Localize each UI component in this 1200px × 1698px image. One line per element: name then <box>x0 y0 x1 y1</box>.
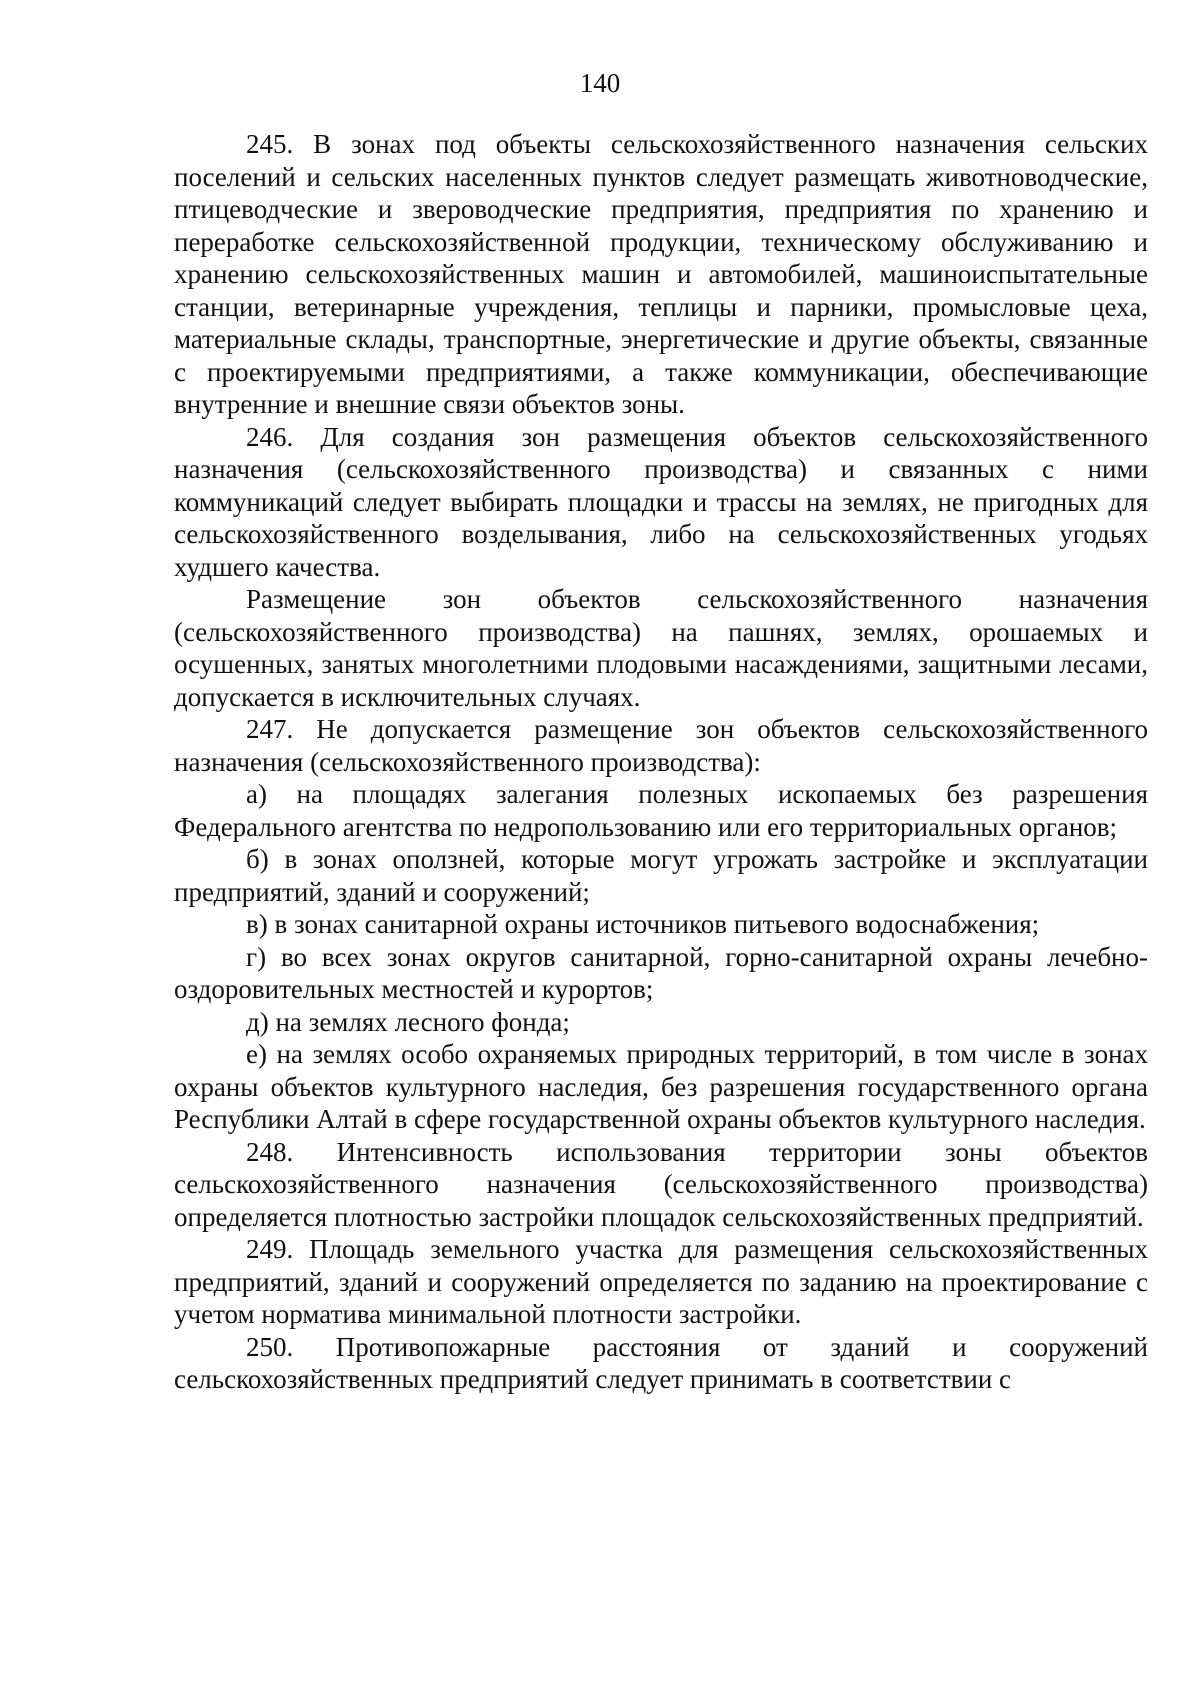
paragraph-245: 245. В зонах под объекты сельскохозяйственного назначения сельских поселений и сельских населенных пунктов следует размещать животноводческие, птицеводческие и звероводческие предприятия, предприятия по хранению и переработке сельскохозяйственной продукции, техническому обслуживанию и хранению сельскохозяйственных машин и автомобилей, машиноиспытательные станции, ветеринарные учреждения, теплицы и парники, промысловые цеха, материальные склады, транспортные, энергетические и другие объекты, связанные с проектируемыми предприятиями, а также коммуникации, обеспечивающие внутренние и внешние связи объектов зоны. <box>174 129 1148 419</box>
list-item-d: д) на землях лесного фонда; <box>246 1006 570 1037</box>
paragraph-248: 248. Интенсивность использования территории зоны объектов сельскохозяйственного назначения (сельскохозяйственного производства) определяется плотностью застройки площадок сельскохозяйственных предприятий. <box>174 1136 1148 1232</box>
page-number: 140 <box>579 68 621 98</box>
paragraph-246: 246. Для создания зон размещения объектов сельскохозяйственного назначения (сельскохозяйственного производства) и связанных с ними коммуникаций следует выбирать площадки и трассы на землях, не пригодных для сельскохозяйственного возделывания, либо на сельскохозяйственных угодьях худшего качества. <box>174 421 1148 582</box>
paragraph-246-continued: Размещение зон объектов сельскохозяйственного назначения (сельскохозяйственного производства) на пашнях, землях, орошаемых и осушенных, занятых многолетними плодовыми насаждениями, защитными лесами, допускается в исключительных случаях. <box>174 584 1148 712</box>
document-body <box>174 128 1148 1396</box>
list-item-b: б) в зонах оползней, которые могут угрожать застройке и эксплуатации предприятий, зданий и сооружений; <box>174 844 1148 907</box>
list-item-e: е) на землях особо охраняемых природных территорий, в том числе в зонах охраны объектов культурного наследия, без разрешения государственного органа Республики Алтай в сфере государственной охраны объектов культурного наследия. <box>174 1039 1148 1134</box>
list-item-g: г) во всех зонах округов санитарной, горно-санитарной охраны лечебно-оздоровительных местностей и курортов; <box>174 941 1148 1004</box>
list-item-a: а) на площадях залегания полезных ископаемых без разрешения Федерального агентства по недропользованию или его территориальных органов; <box>174 779 1148 842</box>
paragraph-247: 247. Не допускается размещение зон объектов сельскохозяйственного назначения (сельскохозяйственного производства): <box>174 714 1148 777</box>
paragraph-250: 250. Противопожарные расстояния от зданий и сооружений сельскохозяйственных предприятий следует принимать в соответствии с <box>174 1331 1148 1394</box>
list-item-v: в) в зонах санитарной охраны источников питьевого водоснабжения; <box>246 909 1040 939</box>
paragraph-249: 249. Площадь земельного участка для размещения сельскохозяйственных предприятий, зданий и сооружений определяется по заданию на проектирование с учетом норматива минимальной плотности застройки. <box>174 1234 1148 1329</box>
